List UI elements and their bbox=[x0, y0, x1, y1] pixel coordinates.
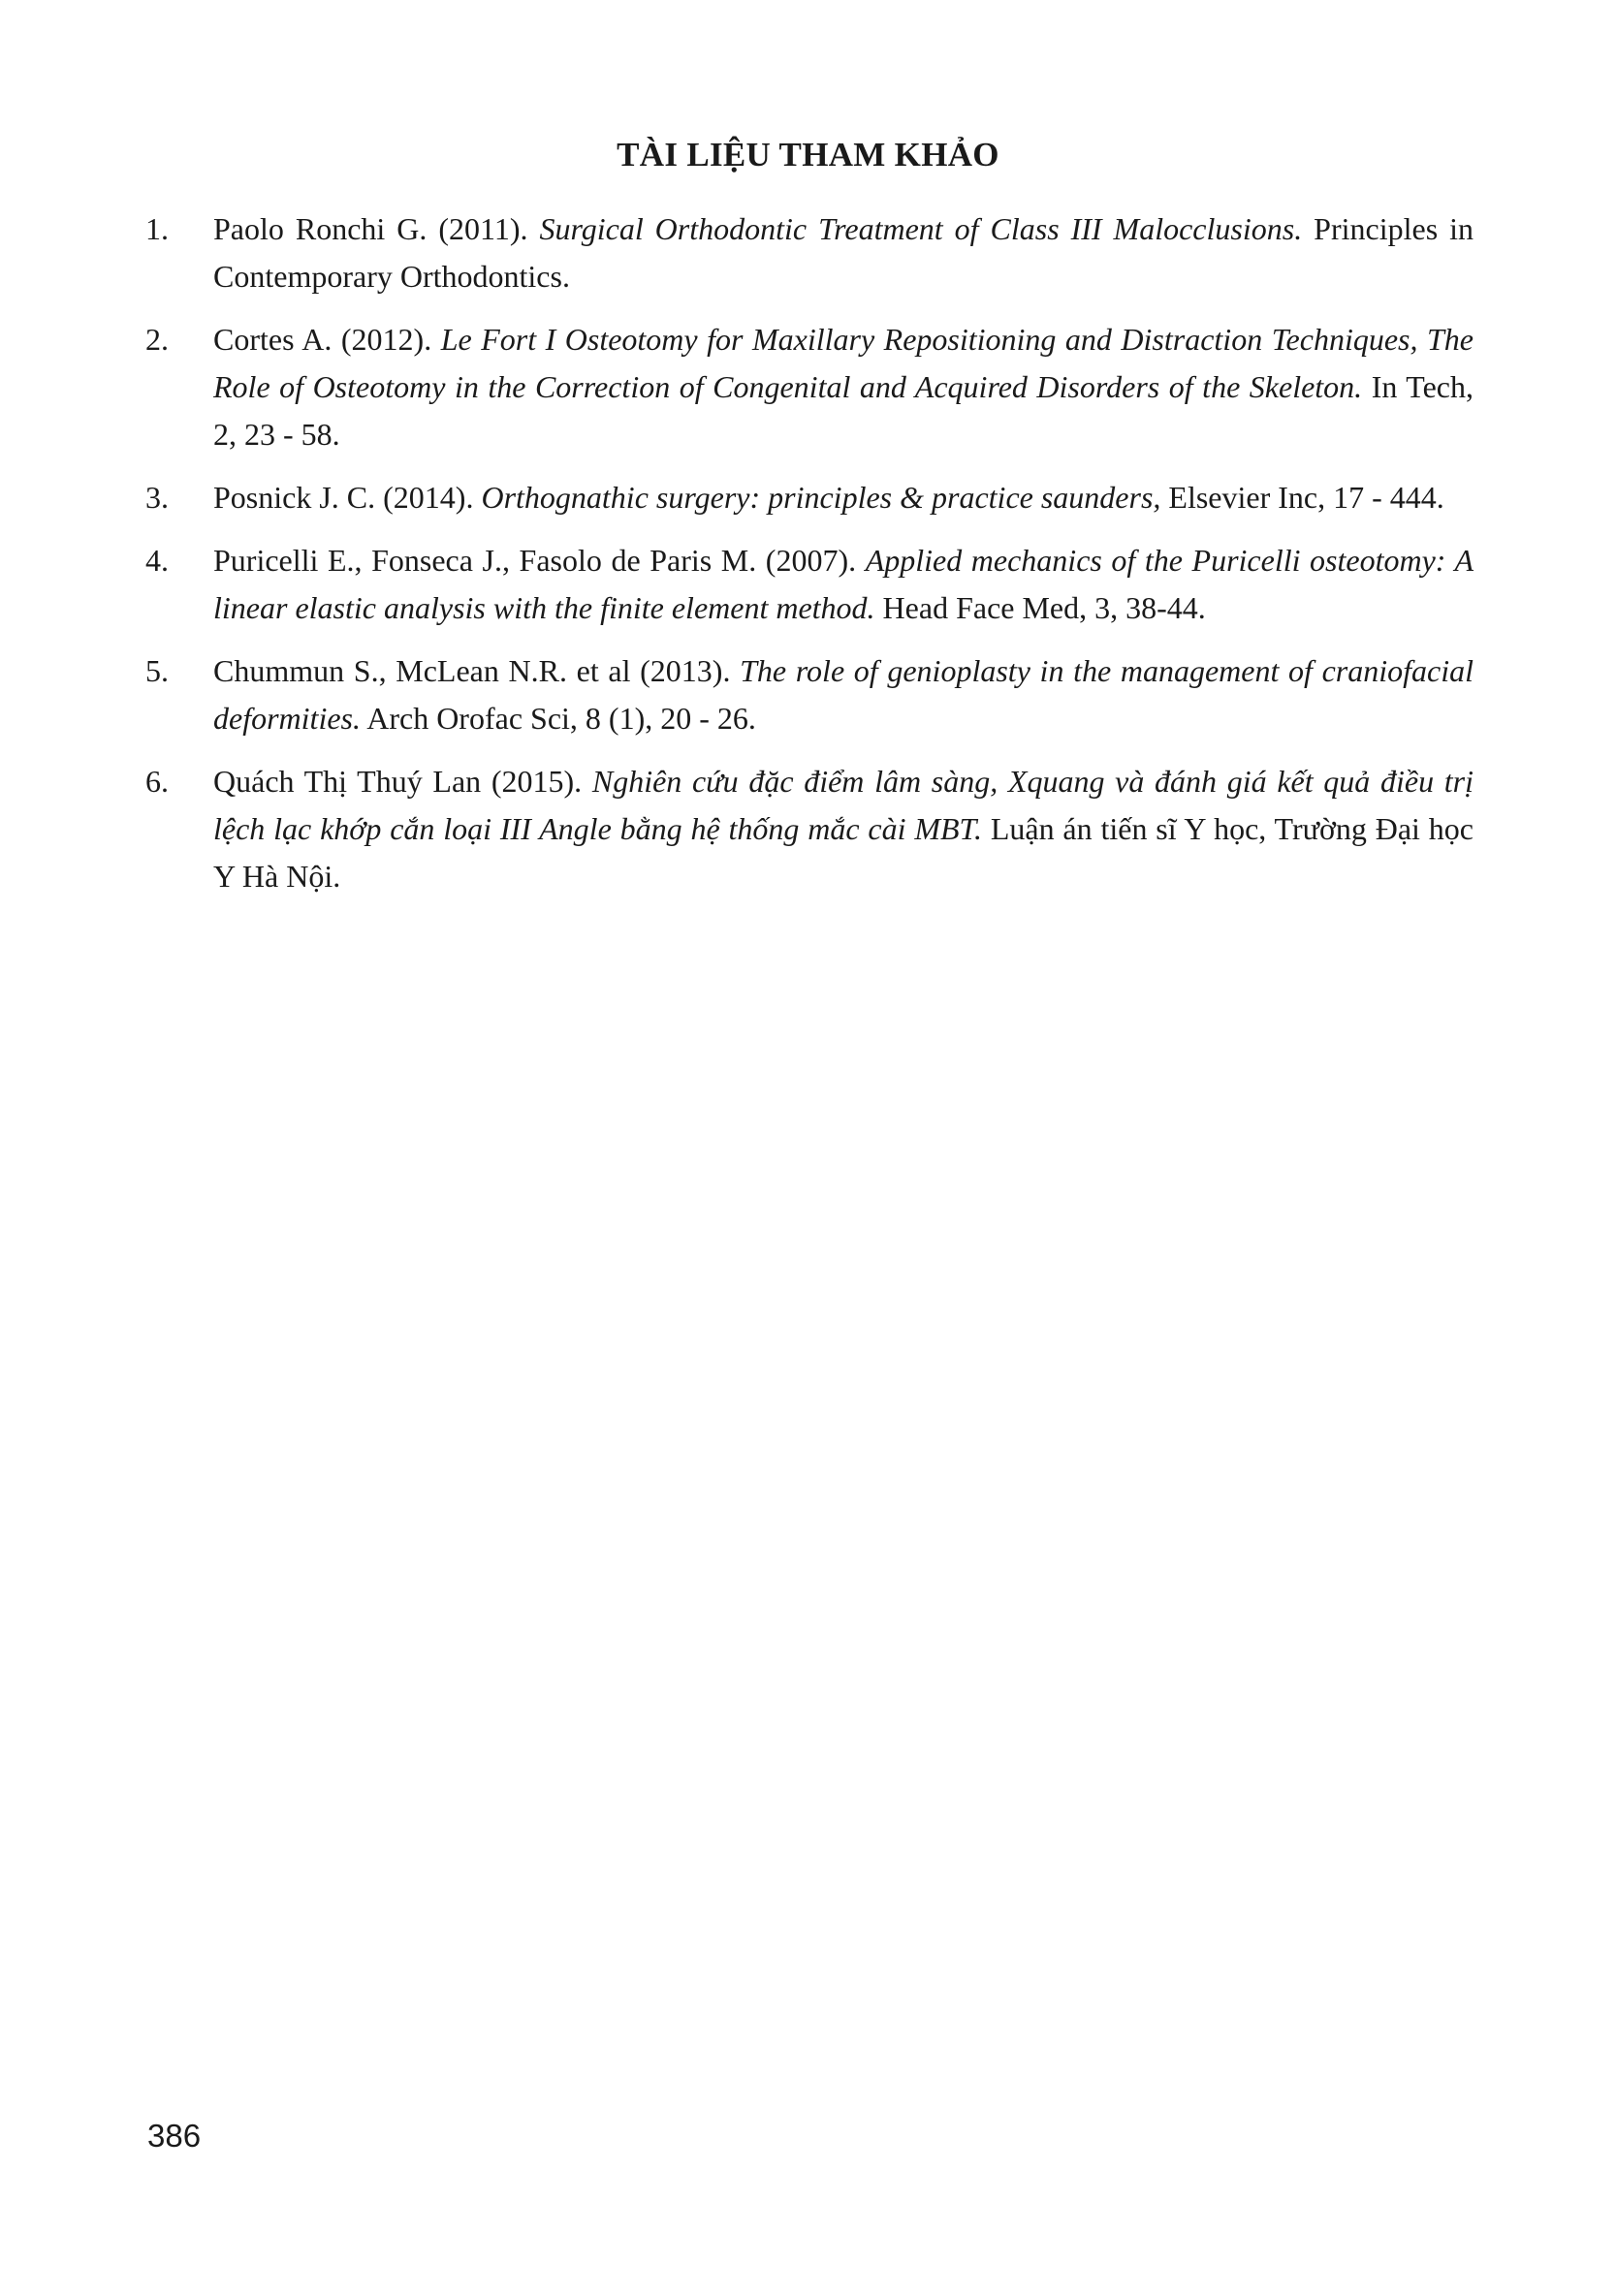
reference-text bbox=[213, 537, 1473, 632]
reference-list bbox=[145, 205, 1473, 916]
page-title: TÀI LIỆU THAM KHẢO bbox=[617, 136, 999, 173]
reference-number: 2. bbox=[145, 322, 169, 357]
reference-item-2 bbox=[145, 316, 1473, 458]
reference-source: Elsevier Inc, 17 - 444. bbox=[1160, 480, 1444, 515]
reference-text bbox=[213, 474, 1473, 521]
reference-source: In Tech, 2, 23 - 58. bbox=[213, 369, 1473, 452]
reference-number: 1. bbox=[145, 211, 169, 246]
reference-title: Nghiên cứu đặc điểm lâm sàng, Xquang và đánh giá kết quả điều trị lệch lạc khớp cắn loại III Angle bằng hệ thống mắc cài MBT. bbox=[213, 764, 1473, 846]
page-number: 386 bbox=[147, 2118, 202, 2154]
reference-text bbox=[213, 205, 1473, 300]
reference-title: Applied mechanics of the Puricelli osteotomy: A linear elastic analysis with the finite element method. bbox=[213, 543, 1474, 625]
reference-source: Principles in Contemporary Orthodontics. bbox=[213, 211, 1474, 294]
reference-authors-year: Cortes A. (2012). bbox=[213, 322, 441, 357]
reference-authors-year: Puricelli E., Fonseca J., Fasolo de Paris M. (2007). bbox=[213, 543, 866, 578]
reference-title: The role of genioplasty in the management of craniofacial deformities. bbox=[213, 653, 1474, 736]
reference-title: Surgical Orthodontic Treatment of Class III Malocclusions. bbox=[539, 211, 1303, 246]
reference-number: 4. bbox=[145, 543, 169, 578]
reference-source: Arch Orofac Sci, 8 (1), 20 - 26. bbox=[360, 701, 756, 736]
reference-title: Orthognathic surgery: principles & practice saunders, bbox=[481, 480, 1161, 515]
reference-number: 3. bbox=[145, 480, 169, 515]
reference-item-1 bbox=[145, 205, 1473, 300]
reference-source: Head Face Med, 3, 38-44. bbox=[874, 590, 1206, 625]
reference-item-4 bbox=[145, 537, 1473, 632]
reference-authors-year: Chummun S., McLean N.R. et al (2013). bbox=[213, 653, 741, 688]
reference-title: Le Fort I Osteotomy for Maxillary Repositioning and Distraction Techniques, The Role of Osteotomy in the Correction of Congenital and Acquired Disorders of the Skeleton. bbox=[213, 322, 1473, 404]
reference-authors-year: Paolo Ronchi G. (2011). bbox=[213, 211, 540, 246]
reference-number: 6. bbox=[145, 764, 169, 799]
reference-text bbox=[213, 758, 1473, 900]
reference-text bbox=[213, 647, 1473, 742]
reference-authors-year: Quách Thị Thuý Lan (2015). bbox=[213, 764, 592, 799]
reference-text bbox=[213, 316, 1473, 458]
reference-item-6 bbox=[145, 758, 1473, 900]
reference-item-5 bbox=[145, 647, 1473, 742]
reference-authors-year: Posnick J. C. (2014). bbox=[213, 480, 482, 515]
reference-number: 5. bbox=[145, 653, 169, 688]
reference-item-3 bbox=[145, 474, 1473, 521]
reference-source: Luận án tiến sĩ Y học, Trường Đại học Y Hà Nội. bbox=[213, 811, 1474, 894]
